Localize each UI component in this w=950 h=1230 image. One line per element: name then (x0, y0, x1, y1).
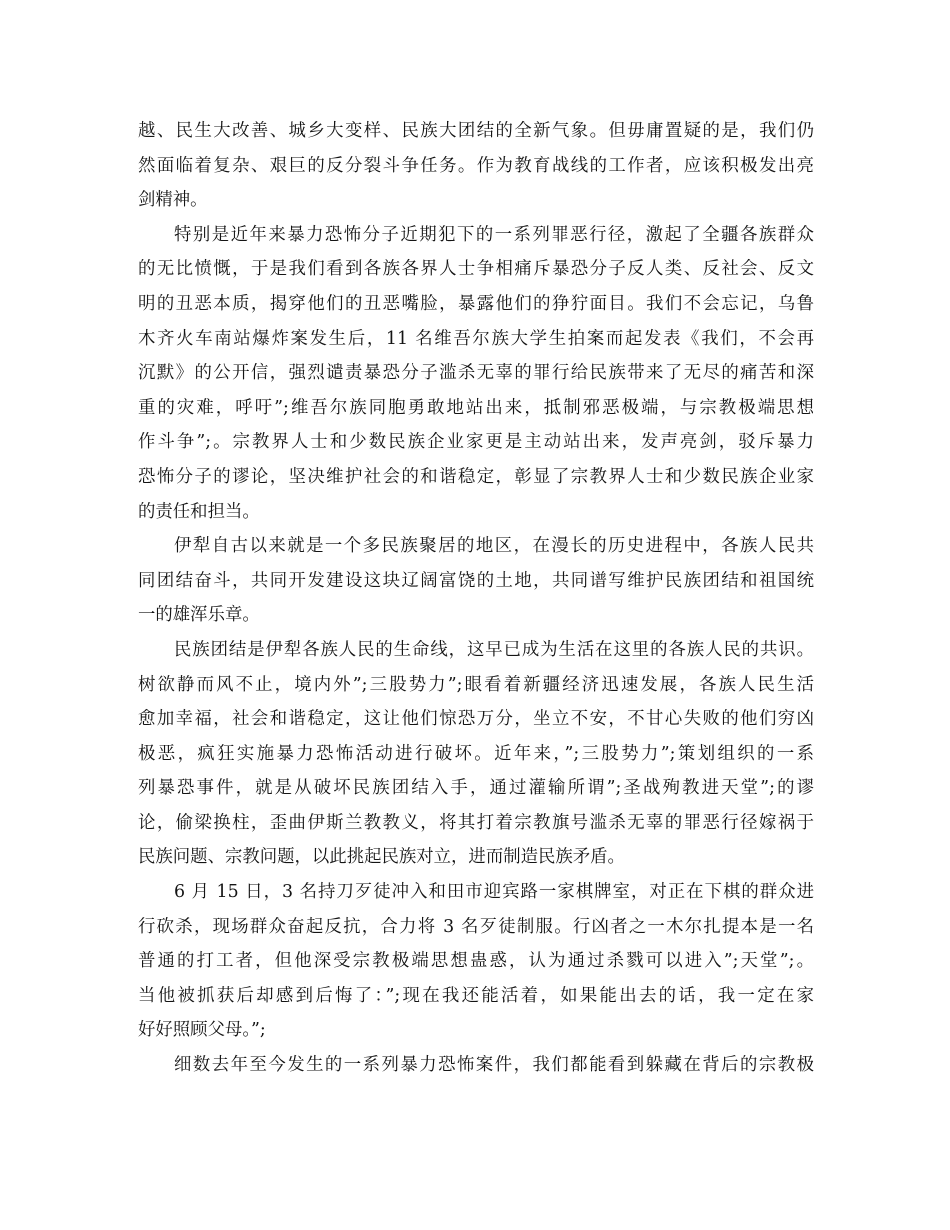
text-line: 民族问题、宗教问题，以此挑起民族对立，进而制造民族矛盾。 (138, 847, 625, 868)
text-line: 明的丑恶本质，揭穿他们的丑恶嘴脸，暴露他们的狰狞面目。我们不会忘记，乌鲁 (138, 293, 814, 314)
text-line: 细数去年至今发生的一系列暴力恐怖案件，我们都能看到躲藏在背后的宗教极 (174, 1055, 814, 1076)
text-line: 然面临着复杂、艰巨的反分裂斗争任务。作为教育战线的工作者，应该积极发出亮 (138, 155, 814, 176)
text-line: 列暴恐事件，就是从破坏民族团结入手，通过灌输所谓”;圣战殉教进天堂”;的谬 (138, 778, 814, 799)
text-line: 普通的打工者，但他深受宗教极端思想蛊惑，认为通过杀戮可以进入”;天堂”;。 (138, 951, 814, 972)
text-line: 一的雄浑乐章。 (138, 605, 260, 626)
text-line: 作斗争”;。宗教界人士和少数民族企业家更是主动站出来，发声亮剑，驳斥暴力 (138, 432, 814, 453)
text-line: 沉默》的公开信，强烈谴责暴恐分子滥杀无辜的罪行给民族带来了无尽的痛苦和深 (138, 363, 814, 384)
text-line: 行砍杀，现场群众奋起反抗，合力将 3 名歹徒制服。行凶者之一木尔扎提本是一名 (138, 916, 814, 937)
text-line: 当他被抓获后却感到后悔了：”;现在我还能活着，如果能出去的话，我一定在家 (138, 985, 814, 1006)
document-body (138, 114, 814, 1083)
text-line: 剑精神。 (138, 190, 208, 211)
text-line: 的无比愤慨，于是我们看到各族各界人士争相痛斥暴恐分子反人类、反社会、反文 (138, 259, 814, 280)
text-line: 的责任和担当。 (138, 501, 260, 522)
text-line: 好好照顾父母。”; (138, 1020, 266, 1041)
text-line: 重的灾难，呼吁”;维吾尔族同胞勇敢地站出来，抵制邪恶极端，与宗教极端思想 (138, 397, 814, 418)
text-line: 6 月 15 日，3 名持刀歹徒冲入和田市迎宾路一家棋牌室，对正在下棋的群众进 (174, 882, 814, 903)
text-line: 民族团结是伊犁各族人民的生命线，这早已成为生活在这里的各族人民的共识。 (174, 639, 814, 660)
text-line: 愈加幸福，社会和谐稳定，这让他们惊恐万分，坐立不安，不甘心失败的他们穷凶 (138, 709, 814, 730)
text-line: 极恶，疯狂实施暴力恐怖活动进行破坏。近年来，”;三股势力”;策划组织的一系 (138, 743, 814, 764)
text-line: 恐怖分子的谬论，坚决维护社会的和谐稳定，彰显了宗教界人士和少数民族企业家 (138, 466, 814, 487)
text-line: 越、民生大改善、城乡大变样、民族大团结的全新气象。但毋庸置疑的是，我们仍 (138, 121, 814, 141)
text-line: 论，偷梁换柱，歪曲伊斯兰教教义，将其打着宗教旗号滥杀无辜的罪恶行径嫁祸于 (138, 812, 814, 833)
text-line: 树欲静而风不止，境内外”;三股势力”;眼看着新疆经济迅速发展，各族人民生活 (138, 674, 814, 695)
text-line: 木齐火车南站爆炸案发生后，11 名维吾尔族大学生拍案而起发表《我们，不会再 (138, 328, 814, 349)
text-line: 特别是近年来暴力恐怖分子近期犯下的一系列罪恶行径，激起了全疆各族群众 (174, 224, 814, 245)
text-line: 伊犁自古以来就是一个多民族聚居的地区，在漫长的历史进程中，各族人民共 (174, 536, 814, 557)
text-line: 同团结奋斗，共同开发建设这块辽阔富饶的土地，共同谱写维护民族团结和祖国统 (138, 570, 814, 591)
